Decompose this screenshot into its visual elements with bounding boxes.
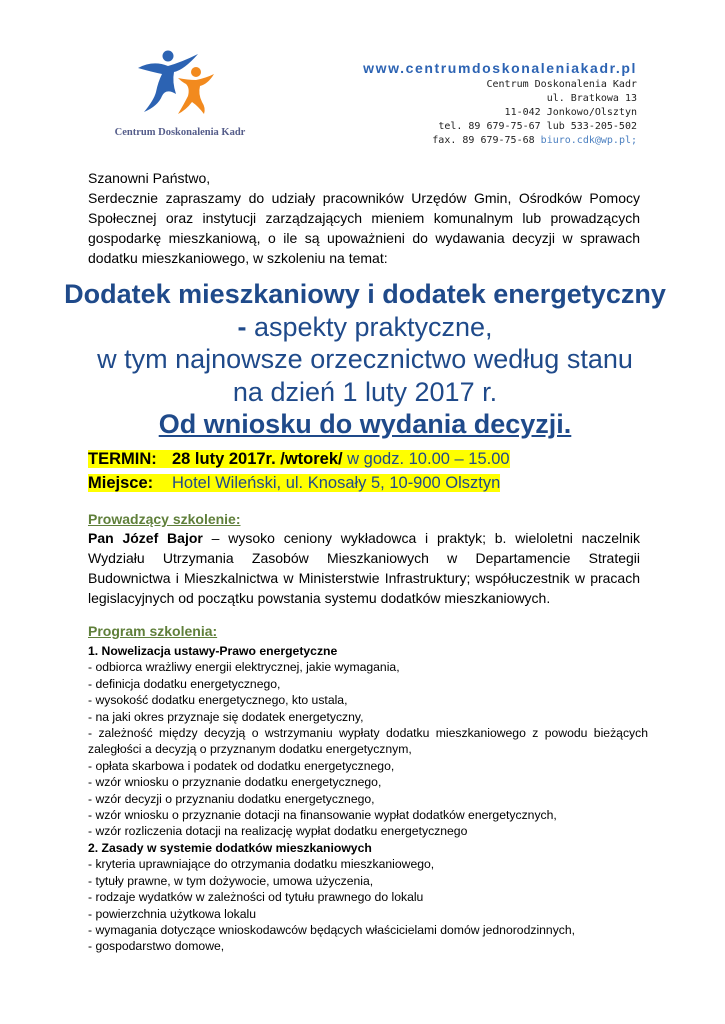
title-subtitle: Od wniosku do wydania decyzji. <box>158 409 572 439</box>
list-item: - odbiorca wrażliwy energii elektrycznej, jakie wymagania, <box>88 660 400 675</box>
lecturer-heading: Prowadzący szkolenie: <box>88 511 241 527</box>
list-item: - powierzchnia użytkowa lokalu <box>88 906 256 921</box>
training-title <box>60 278 670 441</box>
event-details <box>88 447 510 495</box>
logo <box>100 48 260 143</box>
title-bold-part: Dodatek mieszkaniowy i dodatek energetyczny - <box>64 279 666 342</box>
program-section-title: 1. Nowelizacja ustawy-Prawo energetyczne <box>88 644 338 658</box>
street-address: ul. Bratkowa 13 <box>546 93 637 104</box>
miejsce-label: Miejsce: <box>88 474 154 492</box>
miejsce-value: Hotel Wileński, ul. Knosały 5, 10-900 Olsztyn <box>172 474 501 492</box>
email-link[interactable]: biuro.cdk@wp.pl; <box>540 135 637 146</box>
miejsce-row <box>88 471 510 495</box>
termin-row <box>88 447 510 471</box>
list-item: - rodzaje wydatków w zależności od tytułu prawnego do lokalu <box>88 890 424 905</box>
list-item: - kryteria uprawniające do otrzymania dodatku mieszkaniowego, <box>88 857 435 872</box>
list-item: - gospodarstwo domowe, <box>88 939 225 954</box>
website-link[interactable]: www.centrumdoskonaleniakadr.pl <box>363 60 637 76</box>
logo-figures-icon <box>118 48 228 128</box>
title-line-3: w tym najnowsze orzecznictwo według stanu <box>97 344 633 374</box>
logo-caption: Centrum Doskonalenia Kadr <box>114 127 246 138</box>
greeting: Szanowni Państwo, <box>88 170 211 186</box>
list-item: - opłata skarbowa i podatek od dodatku energetycznego, <box>88 758 395 773</box>
list-item: - zależność między decyzją o wstrzymaniu wypłaty dodatku mieszkaniowego z powodu bieżących zaległości a decyzją o przyznanym dodatku energetycznym, <box>88 726 648 757</box>
intro <box>88 168 640 268</box>
termin-label: TERMIN: <box>88 450 157 468</box>
title-line-1-2 <box>60 278 670 343</box>
phone-number: tel. 89 679-75-67 lub 533-205-502 <box>438 121 637 132</box>
lecturer-description <box>88 528 640 608</box>
list-item: - wzór wniosku o przyznanie dodatku energetycznego, <box>88 775 382 790</box>
org-name: Centrum Doskonalenia Kadr <box>486 79 637 90</box>
fax-number: fax. 89 679-75-68 <box>432 135 535 146</box>
list-item: - wzór wniosku o przyznanie dotacji na finansowanie wypłat dodatków energetycznych, <box>88 808 557 823</box>
list-item: - wymagania dotyczące wnioskodawców będących właścicielami domów jednorodzinnych, <box>88 922 576 937</box>
termin-time: w godz. 10.00 – 15.00 <box>342 450 510 468</box>
intro-text: Serdecznie zapraszamy do udziały pracowników Urzędów Gmin, Ośrodków Pomocy Społecznej oraz instytucji zarządzających mieniem komunalnym lub prowadzących gospodarkę mieszkaniową, o ile są upoważnieni do wydawania decyzji w sprawach dodatku mieszkaniowego, w szkoleniu na temat: <box>88 190 640 266</box>
lecturer-bio: – wysoko ceniony wykładowca i praktyk; b. wieloletni naczelnik Wydziału Utrzymania Zasobów Mieszkaniowych w Departamencie Strategii Budownictwa i Mieszkalnictwa w Ministerstwie Infrastruktury; współuczestnik w pracach legislacyjnych od początku powstania systemu dodatków mieszkaniowych. <box>88 530 640 606</box>
title-line-4: na dzień 1 luty 2017 r. <box>232 376 498 407</box>
list-item: - na jaki okres przyznaje się dodatek energetyczny, <box>88 709 364 724</box>
city-address: 11-042 Jonkowo/Olsztyn <box>504 107 637 118</box>
contact-block <box>363 58 637 148</box>
lecturer-name: Pan Józef Bajor <box>88 530 203 546</box>
list-item: - definicja dodatku energetycznego, <box>88 676 281 691</box>
fax-email-line <box>363 134 637 148</box>
program-heading: Program szkolenia: <box>88 623 218 639</box>
title-normal-part: aspekty praktyczne, <box>253 311 493 342</box>
program-section-title: 2. Zasady w systemie dodatków mieszkaniowych <box>88 840 372 855</box>
program-list <box>88 643 648 955</box>
list-item: - wzór decyzji o przyznaniu dodatku energetycznego, <box>88 791 375 806</box>
list-item: - tytuły prawne, w tym dożywocie, umowa użyczenia, <box>88 873 374 888</box>
termin-date: 28 luty 2017r. /wtorek/ <box>172 450 343 468</box>
list-item: - wzór rozliczenia dotacji na realizację wypłat dodatku energetycznego <box>88 824 468 839</box>
list-item: - wysokość dodatku energetycznego, kto ustala, <box>88 693 348 708</box>
